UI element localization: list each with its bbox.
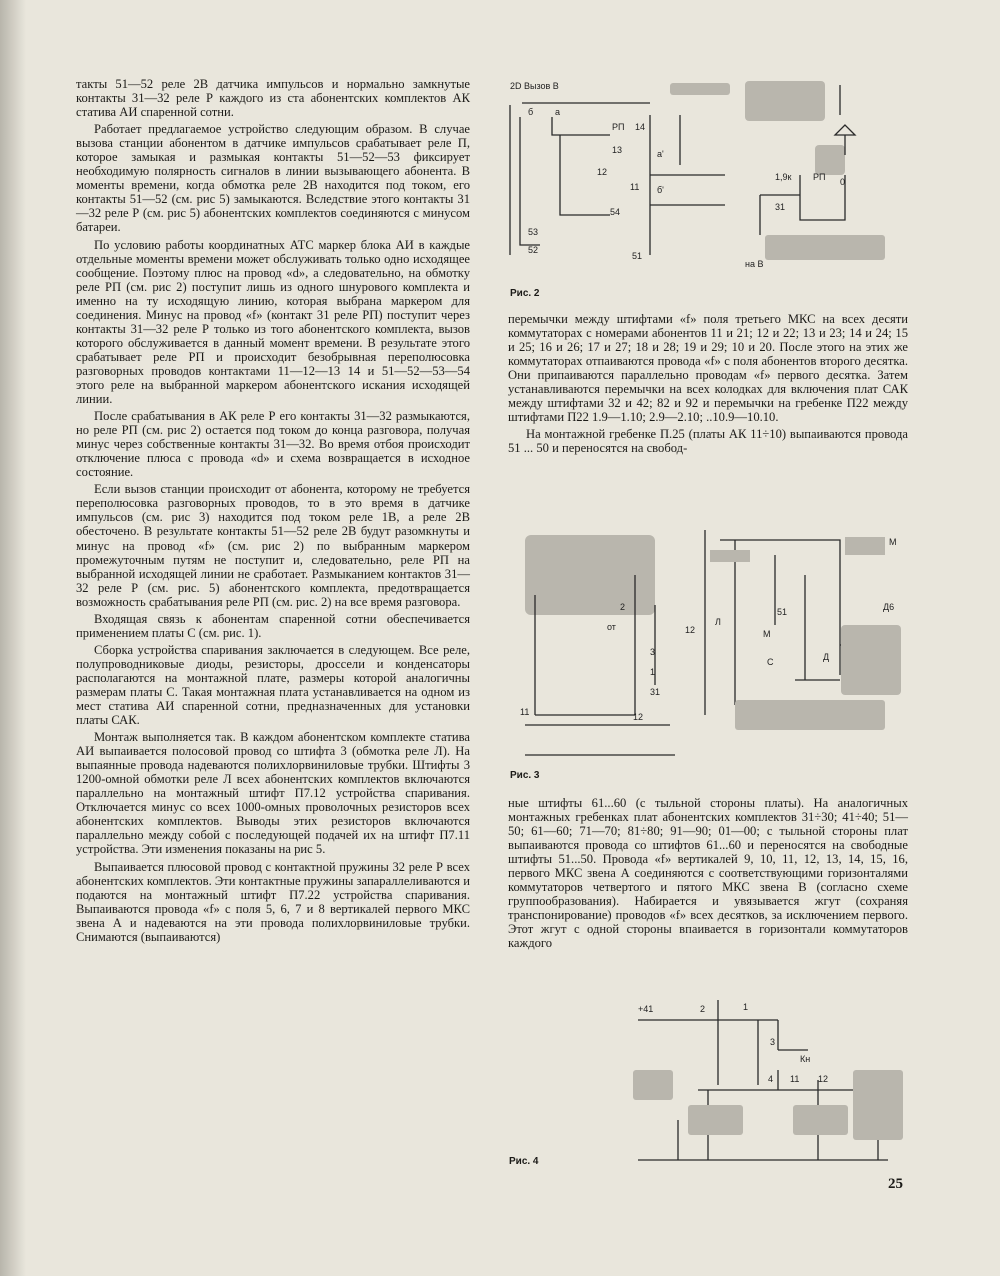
- fig2-blurred-note: [745, 81, 825, 121]
- fig4-label-kn: Кн: [800, 1054, 811, 1064]
- fig2-label-a: а: [555, 107, 561, 117]
- fig2-blurred-text: [765, 235, 885, 260]
- fig2-label-54: 54: [610, 207, 621, 217]
- fig2-label-51: 51: [632, 251, 643, 261]
- fig2-label-31: 31: [775, 202, 786, 212]
- fig2-label-13: 13: [612, 145, 623, 155]
- fig3-label-51: 51: [777, 607, 788, 617]
- paragraph: Входящая связь к абонентам спаренной сотни обеспечивается применением платы С (см. рис. 1).: [76, 611, 470, 640]
- fig2-blurred-label: [670, 83, 730, 95]
- paragraph: такты 51—52 реле 2В датчика импульсов и нормально замкнутые контакты 31—32 реле Р каждого из ста абонентских комплектов АК статива АИ спаренной сотни.: [76, 77, 470, 120]
- paragraph: ные штифты 61...60 (с тыльной стороны платы). На аналогичных монтажных гребенках плат абонентских комплектов 31÷30; 41÷40; 51—50; 61—60; 71—70; 81÷80; 91—90; 01—00; с тыльной стороны плат выпаиваются провода со штифтов 61...60 и переносятся на свободные штифты 51...50. Провода «f» вертикалей 9, 10, 11, 12, 13, 14, 15, 16, первого МКС звена А соединяются с соответствующими горизонталями коммутаторов четвертого и пятого МКС звена В (согласно схеме группообразования). Набирается и увязывается жгут (сохраняя транспонирование) проводов «f» всех десятков, за исключением первого. Этот жгут с одной стороны впаивается в горизонтали коммутаторов каждого: [508, 796, 908, 951]
- paragraph: Работает предлагаемое устройство следующим образом. В случае вызова станции абонентом в датчике импульсов срабатывает реле П, которое замыкая и размыкая контакты 51—52—53 фиксирует необходимую полярность сигналов в линии вызывающего абонента. В моменты времени, когда обмотка реле 2В находится под током, его контакты 51—52 (см. рис 5) замыкаются. Вследствие этого контакты 31—32 реле Р (см. рис 5) абонентских комплектов соединяются с минусом батареи.: [76, 122, 470, 235]
- fig2-label-52: 52: [528, 245, 539, 255]
- figure-3-circuit-diagram: [505, 515, 910, 765]
- fig2-label-rp: РП: [612, 122, 625, 132]
- fig3-label-1: 1: [650, 667, 656, 677]
- paragraph: Сборка устройства спаривания заключается в следующем. Все реле, полупроводниковые диоды, резисторы, дроссели и конденсаторы располагаются на монтажной плате, размеры которой аналогичны размерам платы С. Такая монтажная плата устанавливается на одном из мест статива АИ спаренной сотни, предназначенных для установки платы САК.: [76, 642, 470, 728]
- fig3-blurred-bottom-text: [735, 700, 885, 730]
- fig2-label-1-9k: 1,9к: [775, 172, 792, 182]
- fig3-label-l: Л: [715, 617, 721, 627]
- fig2-label-0: 0: [840, 177, 846, 187]
- paragraph: Выпаивается плюсовой провод с контактной пружины 32 реле Р всех абонентских комплектов. Эти контактные пружины запараллеливаются и подаются на монтажный штифт П7.22 устройства спаривания. Выпаиваются провода «f» с поля 5, 6, 7 и 8 вертикалей первого МКС звена А и надеваются на эти провода полихлорвиниловые трубки. Снимаются (выпаиваются): [76, 859, 470, 944]
- fig4-blurred-left-label: [633, 1070, 673, 1100]
- fig3-blurred-right-text: [841, 625, 901, 695]
- figure-4-caption: Рис. 4: [509, 1156, 539, 1167]
- fig2-label-a-prime: а': [657, 149, 664, 159]
- fig4-blurred-right-label: [853, 1070, 903, 1140]
- fig4-label-plus: +41: [638, 1004, 654, 1014]
- paragraph: После срабатывания в АК реле Р его контакты 31—32 размыкаются, но реле РП (см. рис 2) остается под током до конца разговора, получая минус через собственные контакты 31—32. Во время отбоя происходит отключение плюса с провода «d» и схема возвращается в исходное состояние.: [76, 409, 470, 480]
- fig3-label-m: М: [889, 537, 897, 547]
- fig4-label-3: 3: [770, 1037, 776, 1047]
- fig3-label-11: 11: [520, 707, 530, 717]
- fig2-label-11: 11: [630, 182, 640, 192]
- figure-2-circuit-diagram: [500, 75, 900, 275]
- right-text-column-top: [508, 312, 908, 458]
- paragraph: Монтаж выполняется так. В каждом абонентском комплекте статива АИ выпаивается полосовой провод со штифта 3 (обмотка реле Л). На выпаянные провода надеваются полихлорвиниловые трубки. Штифты 3 1200-омной обмотки реле Л всех абонентских комплектов включаются параллельно на монтажный штифт П7.12 устройства спаривания. Отключается минус со всех 1000-омных проволочных резисторов всех абонентских комплектов. Выводы этих резисторов включаются параллельно между собой с последующей подачей их на штифт П7.11 устройства. Эти изменения показаны на рис 5.: [76, 730, 470, 857]
- fig3-label-m2: М: [763, 629, 771, 639]
- paragraph: На монтажной гребенке П.25 (платы АК 11÷10) выпаиваются провода 51 ... 50 и переносятся на свобод-: [508, 427, 908, 456]
- page-spine-shadow: [0, 0, 26, 1276]
- fig2-label-b-prime: б': [657, 185, 664, 195]
- fig3-label-ot: от: [607, 622, 616, 632]
- figure-4-circuit-diagram: [628, 990, 908, 1165]
- fig4-relay-left: [688, 1105, 743, 1135]
- fig3-label-d: Д: [823, 652, 830, 662]
- fig3-label-2: 2: [620, 602, 626, 612]
- fig4-relay-right: [793, 1105, 848, 1135]
- fig2-label-rp2: РП: [813, 172, 826, 182]
- fig3-relay-m: [845, 537, 885, 555]
- left-text-column: [76, 77, 470, 947]
- figure-2-caption: Рис. 2: [510, 288, 540, 299]
- fig3-label-c: С: [767, 657, 774, 667]
- fig2-label-top-left: 2D Вызов В: [510, 81, 559, 91]
- fig4-label-12: 12: [818, 1074, 829, 1084]
- fig4-label-2: 2: [700, 1004, 706, 1014]
- paragraph: По условию работы координатных АТС маркер блока АИ в каждые отдельные моменты времени может обслуживать только одно исходящее сообщение. Поэтому плюс на провод «d», а следовательно, на обмотку реле РП (см. рис 2) поступит лишь из одного шнурового комплекта и именно на ту исходящую линию, которая выбрана маркером для соединения. Минус на провод «f» (контакт 31 реле РП) поступит через контакты 31—32 реле Р только из того абонентского комплекта, вызов которого обслуживается в данный момент времени. В результате этого срабатывает реле РП и происходит безобрывная переполюсовка разговорных проводов контактами 11—12—13 14 и 51—52—53—54 этого реле на выбранной маркером абонентского искания исходящей линии.: [76, 237, 470, 407]
- fig3-relay-box: [710, 550, 750, 562]
- fig3-label-12: 12: [685, 625, 696, 635]
- fig3-label-12b: 12: [633, 712, 644, 722]
- paragraph: перемычки между штифтами «f» поля третьего МКС на всех десяти коммутаторах с номерами абонентов 11 и 21; 12 и 22; 13 и 23; 14 и 24; 15 и 25; 16 и 26; 17 и 27; 18 и 28; 19 и 29; 10 и 20. После этого на этих же коммутаторах отпаиваются провода «f» с поля абонентов второго десятка. Они припаиваются параллельно проводам «f» первого десятка. Затем устанавливаются перемычки на всех колодках для включения плат САК между штифтами 32 и 42; 82 и 92 и перемычки на гребенке П22 между штифтами П22 1.9—1.10; 2.9—2.10; ..10.9—10.10.: [508, 312, 908, 425]
- fig2-label-14: 14: [635, 122, 646, 132]
- fig2-label-b: б: [528, 107, 534, 117]
- fig4-label-11: 11: [790, 1074, 800, 1084]
- right-text-column-bottom: [508, 796, 908, 954]
- fig3-label-3: 3: [650, 647, 656, 657]
- fig2-label-12: 12: [597, 167, 608, 177]
- fig2-label-53: 53: [528, 227, 539, 237]
- paragraph: Если вызов станции происходит от абонента, которому не требуется переполюсовка разговорных проводов, то в это время в датчике импульсов (см. рис 3) находится под током реле 1В, а реле 2В обесточено. В результате контакты 51—52 реле 2В будут разомкнуты и минус на провод «f» (см. рис 2) по выбранным маркером промежуточным путям не поступит и, следовательно, реле РП на выбранной исходящей линии не сработает. Размыканием контактов 31—32 реле Р (см. рис. 5) абонентского комплекта, предотвращается возможность срабатывания реле РП (см. рис. 2) на все время разговора.: [76, 482, 470, 609]
- fig3-label-d6: Д6: [883, 602, 895, 612]
- fig3-label-31: 31: [650, 687, 661, 697]
- fig2-label-bottom: на В: [745, 259, 764, 269]
- page-number: 25: [888, 1176, 903, 1192]
- figure-3-caption: Рис. 3: [510, 770, 540, 781]
- fig4-label-1: 1: [743, 1002, 749, 1012]
- fig2-blurred-component: [815, 145, 845, 175]
- fig4-label-4: 4: [768, 1074, 774, 1084]
